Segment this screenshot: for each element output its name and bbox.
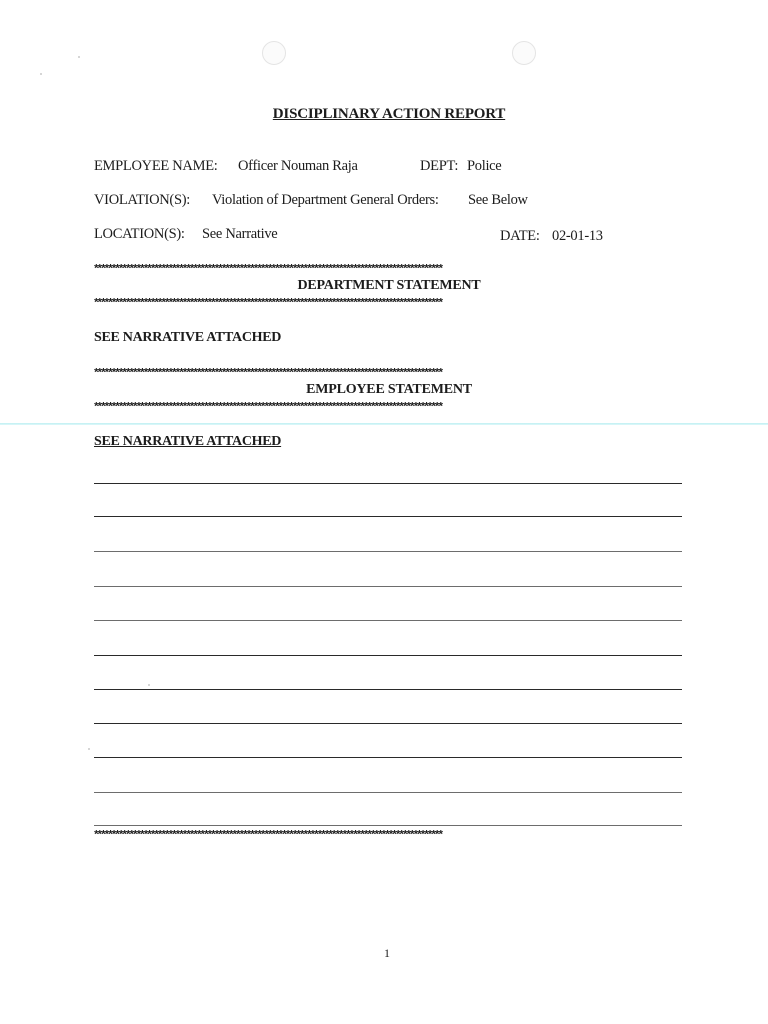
scan-speck: [78, 56, 80, 58]
separator-row: **************************************************************************************************: [93, 830, 442, 840]
violations-value: Violation of Department General Orders:: [212, 192, 439, 208]
employee-statement-heading: EMPLOYEE STATEMENT: [306, 382, 472, 397]
violations-extra: See Below: [468, 192, 528, 208]
department-narrative-note: SEE NARRATIVE ATTACHED: [94, 330, 282, 345]
scan-speck: [148, 684, 150, 686]
writing-line: [94, 723, 682, 724]
writing-line: [94, 551, 682, 552]
scan-speck: [40, 73, 42, 75]
dept-label: DEPT:: [420, 158, 459, 174]
report-title: DISCIPLINARY ACTION REPORT: [272, 106, 506, 122]
page-number: 1: [384, 946, 390, 960]
writing-line: [94, 825, 682, 826]
department-statement-heading: DEPARTMENT STATEMENT: [297, 278, 481, 293]
dept-value: Police: [467, 158, 502, 174]
writing-line: [94, 516, 682, 517]
scanner-artifact-line: [0, 423, 768, 425]
scan-speck: [88, 748, 90, 750]
writing-line: [94, 483, 682, 484]
locations-value: See Narrative: [202, 226, 278, 242]
locations-label: LOCATION(S):: [94, 226, 185, 242]
writing-line: [94, 757, 682, 758]
employee-name-label: EMPLOYEE NAME:: [94, 158, 218, 174]
writing-line: [94, 655, 682, 656]
separator-row: **************************************************************************************************: [93, 298, 442, 308]
employee-name-value: Officer Nouman Raja: [238, 158, 358, 174]
writing-line: [94, 620, 682, 621]
separator-row: **************************************************************************************************: [93, 402, 442, 412]
punch-hole-right: [512, 41, 536, 65]
separator-row: **************************************************************************************************: [93, 264, 442, 274]
writing-line: [94, 689, 682, 690]
date-label: DATE:: [500, 228, 540, 244]
employee-narrative-note: SEE NARRATIVE ATTACHED: [94, 434, 282, 449]
separator-row: **************************************************************************************************: [93, 368, 442, 378]
violations-label: VIOLATION(S):: [94, 192, 190, 208]
punch-hole-left: [262, 41, 286, 65]
writing-line: [94, 586, 682, 587]
date-value: 02-01-13: [552, 228, 603, 244]
writing-line: [94, 792, 682, 793]
